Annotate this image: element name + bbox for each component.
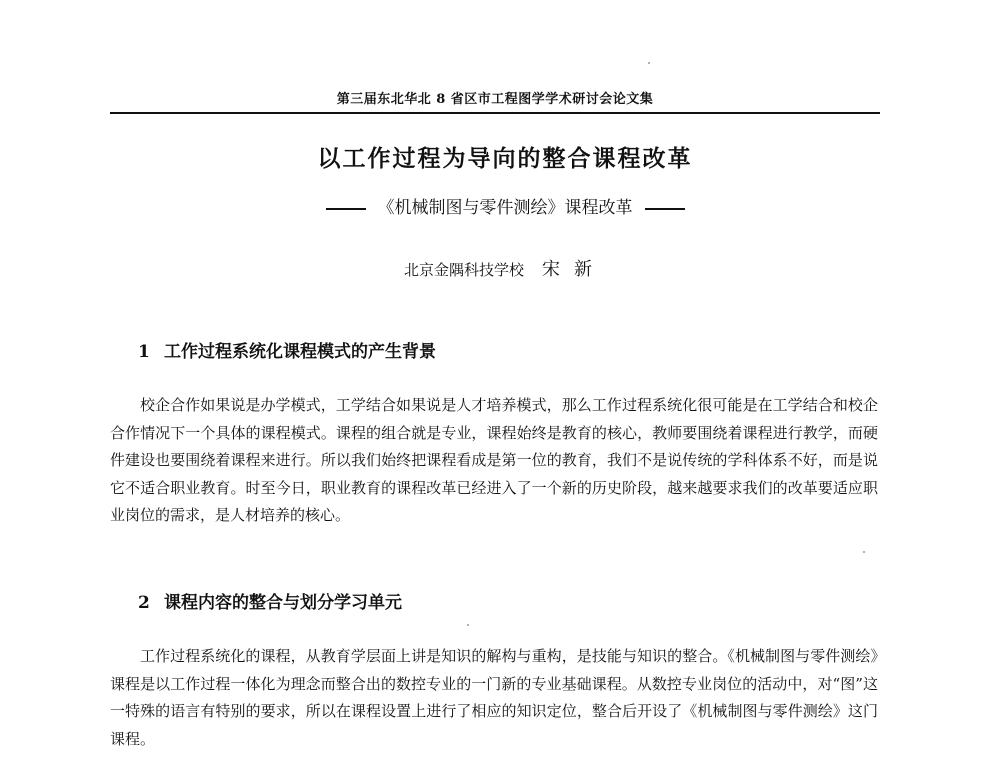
subtitle-dash-left	[326, 208, 366, 210]
scan-speck	[467, 624, 469, 626]
author-affiliation: 北京金隅科技学校	[403, 261, 524, 279]
section-1-title: 工作过程系统化课程模式的产生背景	[164, 342, 436, 362]
scan-speck	[863, 551, 865, 553]
running-head: 第三届东北华北 8 省区市工程图学学术研讨会论文集	[336, 92, 654, 107]
subtitle-dash-right	[645, 208, 685, 210]
section-1-number: 1	[138, 342, 150, 362]
article-subtitle: 《机械制图与零件测绘》课程改革	[377, 198, 633, 218]
author-name: 宋新	[542, 259, 606, 280]
author-line	[110, 255, 900, 281]
section-1-paragraph: 校企合作如果说是办学模式，工学结合如果说是人才培养模式，那么工作过程系统化很可能是在工学结合和校企合作情况下一个具体的课程模式。课程的组合就是专业，课程始终是教育的核心，教师要围绕着课程进行教学，而硬件建设也要围绕着课程来进行。所以我们始终把课程看成是第一位的教育，我们不是说传统的学科体系不好，而是说它不适合职业教育。时至今日，职业教育的课程改革已经进入了一个新的历史阶段，越来越要求我们的改革要适应职业岗位的需求，是人材培养的核心。	[110, 396, 878, 525]
section-2-heading	[138, 588, 402, 613]
section-2-title: 课程内容的整合与划分学习单元	[164, 593, 402, 613]
section-2-number: 2	[138, 593, 150, 613]
section-1-heading	[138, 337, 436, 362]
article-title: 以工作过程为导向的整合课程改革	[317, 145, 693, 172]
header-rule	[110, 112, 880, 114]
scan-speck	[648, 62, 650, 64]
article-subtitle-line	[110, 193, 900, 218]
section-2-paragraph: 工作过程系统化的课程，从教育学层面上讲是知识的解构与重构，是技能与知识的整合。《机械制图与零件测绘》课程是以工作过程一体化为理念而整合出的数控专业的一门新的专业基础课程。从数控专业岗位的活动中，对“图”这一特殊的语言有特别的要求，所以在课程设置上进行了相应的知识定位，整合后开设了《机械制图与零件测绘》这门课程。	[110, 647, 878, 748]
